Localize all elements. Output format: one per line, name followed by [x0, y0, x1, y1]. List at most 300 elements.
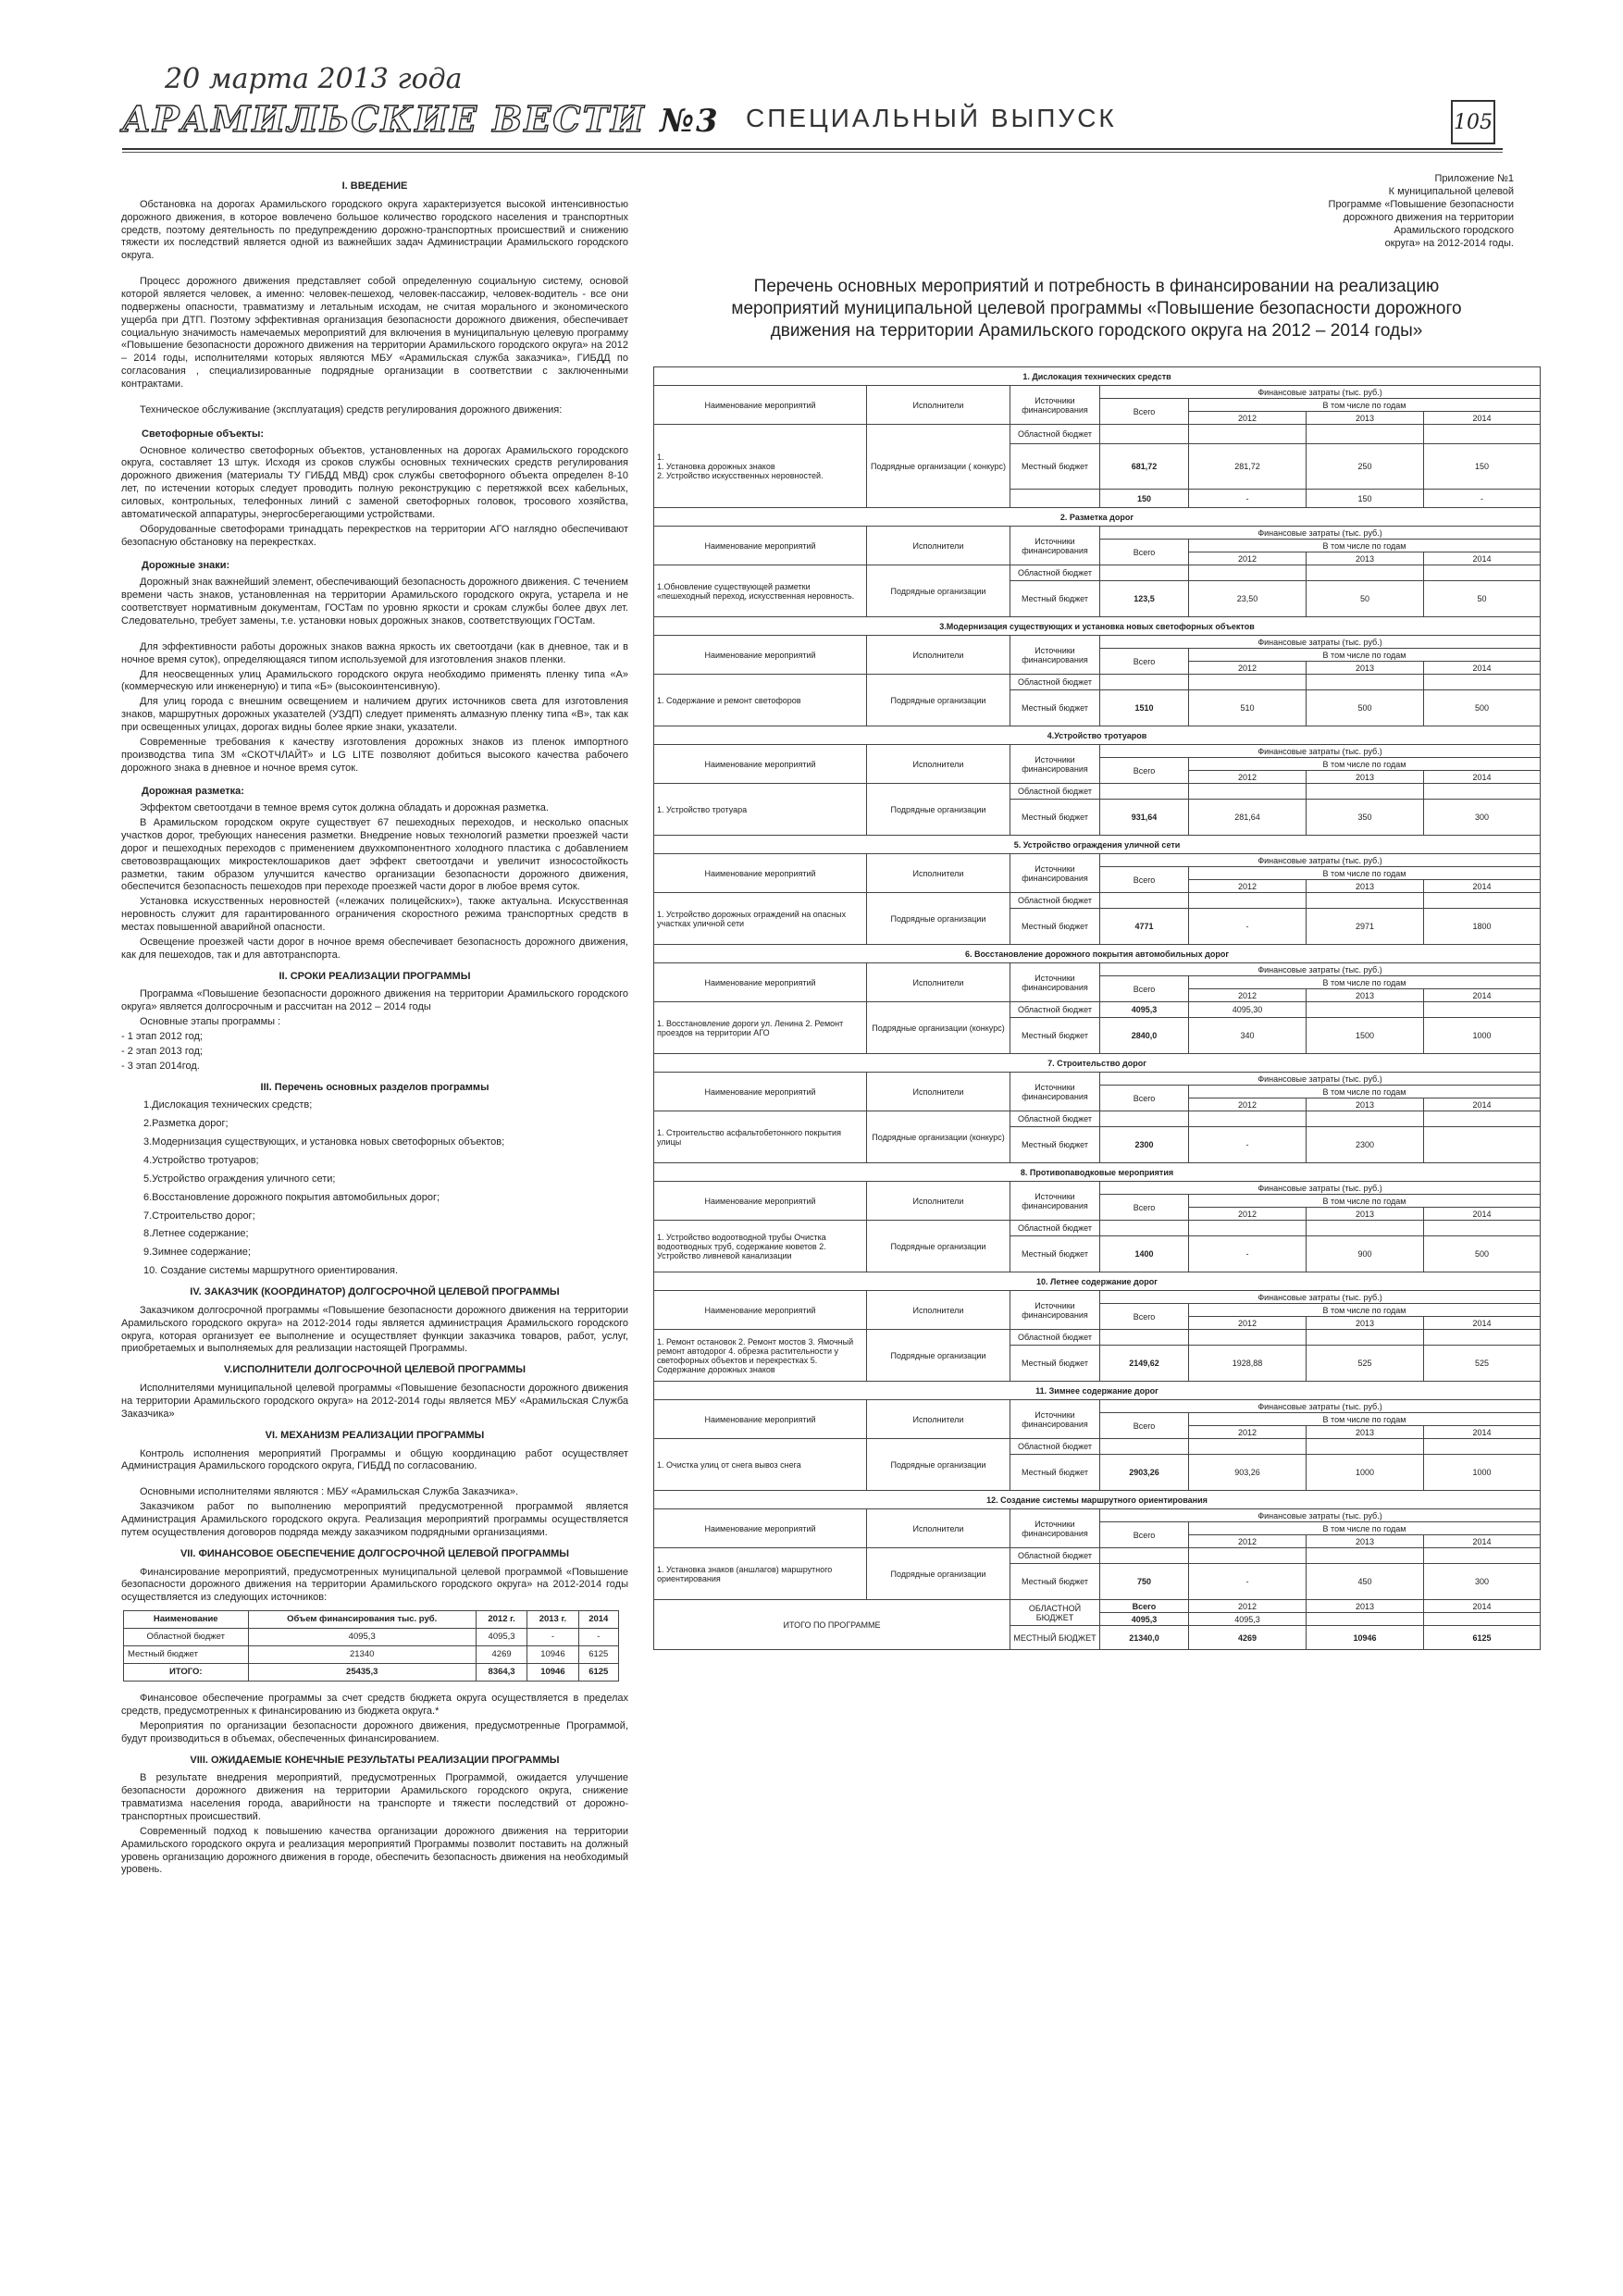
table-cell — [1189, 675, 1307, 689]
column-header: Наименование мероприятий — [654, 1509, 867, 1548]
section-title: 3.Модернизация существующих и установка новых светофорных объектов — [654, 617, 1541, 636]
table-cell: 1400 — [1100, 1235, 1189, 1272]
measure-line: 1. Содержание и ремонт светофоров — [657, 695, 801, 705]
table-cell: 250 — [1307, 443, 1424, 489]
column-header: 2012 — [1189, 1208, 1307, 1221]
section-title: 8. Противопаводковые мероприятия — [654, 1163, 1541, 1182]
column-header: Исполнители — [867, 386, 1010, 425]
paragraph: Для неосвещенных улиц Арамильского городского округа необходимо применять пленку типа «А» (коммерческую или инженерную) и типа «Б» (высокоинтенсивную). — [121, 668, 628, 693]
section-row — [654, 508, 1541, 527]
measure-line: 1. Строительство асфальтобетонного покрытия улицы — [657, 1127, 841, 1147]
column-header: Источники финансирования — [1010, 1291, 1100, 1330]
funding-source: Областной бюджет — [1010, 675, 1100, 689]
funding-source: Областной бюджет — [1010, 1221, 1100, 1235]
column-header: 2013 — [1307, 989, 1424, 1002]
column-header: В том числе по годам — [1189, 1522, 1541, 1535]
table-cell: 6125 — [578, 1646, 618, 1664]
table-cell — [1100, 784, 1189, 799]
column-header: 2013 — [1307, 771, 1424, 784]
column-header: Финансовые затраты (тыс. руб.) — [1100, 1509, 1541, 1522]
table-cell: 450 — [1307, 1563, 1424, 1600]
table-cell: 281,72 — [1189, 443, 1307, 489]
table-cell — [1424, 1548, 1541, 1563]
table-cell: - — [1424, 489, 1541, 507]
table-cell — [1189, 784, 1307, 799]
column-header: 2012 — [1189, 1535, 1307, 1548]
section-row — [654, 1382, 1541, 1400]
table-row — [654, 1330, 1541, 1345]
paragraph: Финансирование мероприятий, предусмотренных муниципальной целевой программой «Повышение безопасности дорожного движения на территории Арамильского городского округа» на 2012-2014 годы осуществляется из следующих источников: — [121, 1566, 628, 1604]
table-cell — [1307, 565, 1424, 580]
financing-table — [123, 1610, 619, 1682]
table-cell: 750 — [1100, 1563, 1189, 1600]
table-cell: 1928,88 — [1189, 1345, 1307, 1382]
column-header: Наименование мероприятий — [654, 1400, 867, 1439]
issue-date: 20 марта 2013 года — [165, 63, 463, 95]
column-header: Всего — [1100, 758, 1189, 784]
measure-line: 1. Устройство тротуара — [657, 804, 748, 814]
funding-source: Местный бюджет — [1010, 689, 1100, 726]
table-cell: 300 — [1424, 1563, 1541, 1600]
column-header: 2013 — [1307, 662, 1424, 675]
column-header: Исполнители — [867, 963, 1010, 1002]
appendix-note — [1319, 172, 1514, 250]
column-header: 2014 — [1424, 1317, 1541, 1330]
column-header: Исполнители — [867, 1400, 1010, 1439]
table-cell: 2300 — [1100, 1126, 1189, 1163]
table-cell — [1424, 1126, 1541, 1163]
list-item: 6.Восстановление дорожного покрытия автомобильных дорог; — [143, 1191, 440, 1203]
section-heading: IV. ЗАКАЗЧИК (КООРДИНАТОР) ДОЛГОСРОЧНОЙ ЦЕЛЕВОЙ ПРОГРАММЫ — [190, 1286, 560, 1298]
column-header: 2012 — [1189, 1098, 1307, 1111]
executor: Подрядные организации (конкурс) — [867, 1002, 1010, 1054]
table-cell — [1189, 565, 1307, 580]
table-cell: 4095,30 — [1189, 1002, 1307, 1017]
budget-table — [653, 366, 1541, 1650]
table-cell — [1100, 1548, 1189, 1563]
table-cell: 681,72 — [1100, 443, 1189, 489]
table-cell: 2300 — [1307, 1126, 1424, 1163]
paragraph: Дорожный знак важнейший элемент, обеспечивающий безопасность дорожного движения. С течением времени часть знаков, установленная на территории Арамильского городского округа, устарела и не соответствует нормативным документам, ГОСТам по уровню яркости и срокам службы более двух лет. Следовательно, требует замены, т.е. установки новых дорожных знаков, соответствующих ГОСТам. — [121, 577, 628, 627]
section-title: 1. Дислокация технических средств — [654, 367, 1541, 386]
column-header: В том числе по годам — [1189, 1195, 1541, 1208]
table-cell: 4095,3 — [1100, 1002, 1189, 1017]
list-item: 10. Создание системы маршрутного ориентирования. — [143, 1265, 399, 1277]
table-cell: 900 — [1307, 1235, 1424, 1272]
measure-line: 1. Ремонт остановок 2. Ремонт мостов 3. Ямочный ремонт автодорог 4. обрезка растительности у светофорных объектов и перекрестках 5. Содержание дорожных знаков — [657, 1336, 854, 1374]
table-cell — [1100, 1439, 1189, 1454]
column-header: Исполнители — [867, 636, 1010, 675]
right-column — [653, 172, 1540, 1650]
executor: Подрядные организации — [867, 565, 1010, 617]
column-header: Наименование мероприятий — [654, 1291, 867, 1330]
column-header: Источники финансирования — [1010, 1509, 1100, 1548]
column-header: 2014 — [1424, 1426, 1541, 1439]
table-cell — [1424, 1221, 1541, 1235]
table-header: 2012 г. — [476, 1611, 527, 1629]
appendix-line: Приложение №1 — [1434, 173, 1514, 184]
column-header: Источники финансирования — [1010, 854, 1100, 893]
executor: Подрядные организации — [867, 675, 1010, 726]
table-cell — [1307, 1613, 1424, 1626]
header-divider — [122, 148, 1503, 150]
newspaper-name: АРАМИЛЬСКИЕ ВЕСТИ — [122, 98, 646, 140]
funding-source: Местный бюджет — [1010, 908, 1100, 945]
table-cell: 2971 — [1307, 908, 1424, 945]
section-title: 4.Устройство тротуаров — [654, 726, 1541, 745]
list-item: 4.Устройство тротуаров; — [143, 1155, 259, 1166]
table-cell: 25435,3 — [248, 1664, 476, 1682]
funding-source: Областной бюджет — [1010, 1439, 1100, 1454]
column-header: Источники финансирования — [1010, 963, 1100, 1002]
appendix-line: К муниципальной целевой — [1388, 186, 1514, 198]
column-header: Источники финансирования — [1010, 527, 1100, 565]
table-cell: Всего — [1100, 1600, 1189, 1613]
list-item: - 3 этап 2014год. — [121, 1060, 200, 1072]
executor: Подрядные организации — [867, 1439, 1010, 1491]
column-header: В том числе по годам — [1189, 399, 1541, 412]
table-cell: 2014 — [1424, 1600, 1541, 1613]
table-cell: 21340 — [248, 1646, 476, 1664]
table-cell — [1100, 565, 1189, 580]
table-cell: 500 — [1307, 689, 1424, 726]
table-cell — [1424, 425, 1541, 443]
measure-name — [654, 425, 867, 508]
issue-number: №3 — [660, 103, 720, 140]
column-header: 2014 — [1424, 771, 1541, 784]
paragraph: Заказчиком долгосрочной программы «Повышение безопасности дорожного движения на территории Арамильского городского округа» на 2012-2014 годы является администрация Арамильского городского округа, которая организует ее выполнение и осуществляет функции заказчика товаров, работ, услуг, приобретаемых и выполняемых для реализации настоящей Программы. — [121, 1304, 628, 1355]
header-divider-thin — [122, 152, 1503, 153]
table-header-row — [654, 1509, 1541, 1522]
table-cell: 1000 — [1307, 1454, 1424, 1491]
paragraph: В результате внедрения мероприятий, предусмотренных Программой, ожидается улучшение безопасности дорожного движения на территории Арамильского городского округа, снижение травматизма населения города, аварийности на транспорте и тяжести последствий от дорожно- транспортных происшествий. — [121, 1772, 628, 1822]
column-header: Финансовые затраты (тыс. руб.) — [1100, 386, 1541, 399]
table-cell: 931,64 — [1100, 799, 1189, 836]
column-header: Наименование мероприятий — [654, 854, 867, 893]
table-cell — [1189, 1439, 1307, 1454]
column-header: В том числе по годам — [1189, 867, 1541, 880]
table-cell — [1424, 675, 1541, 689]
column-header: 2012 — [1189, 1317, 1307, 1330]
column-header: Финансовые затраты (тыс. руб.) — [1100, 963, 1541, 976]
section-row — [654, 1163, 1541, 1182]
funding-source: Местный бюджет — [1010, 1345, 1100, 1382]
funding-source: Областной бюджет — [1010, 1111, 1100, 1126]
table-row — [654, 784, 1541, 799]
column-header: В том числе по годам — [1189, 1086, 1541, 1098]
measure-line: 1. Очистка улиц от снега вывоз снега — [657, 1459, 801, 1470]
paragraph: Процесс дорожного движения представляет собой определенную социальную систему, основой которой является человек, а именно: человек-пешеход, человек-пассажир, человек-водитель - все они подвержены опасности, травматизму и летальным исходам, не считая морального и экономического ущерба при ДТП. Поэтому эффективная организация безопасности дорожного движения, обеспечивает социальную значимость намечаемых мероприятий для включения в муниципальную целевую программу «Повышение безопасности дорожного движения на территории Арамильского городского округа» на 2012 – 2014 годы, исполнителями которых являются МБУ «Арамильская служба заказчика», ГИБДД по согласования , специализированные подрядные организации в соответствии с заключенными контрактами. — [121, 276, 628, 391]
executor: Подрядные организации ( конкурс) — [867, 425, 1010, 508]
column-header: 2014 — [1424, 662, 1541, 675]
table-header-row — [654, 963, 1541, 976]
paragraph: Для улиц города с внешним освещением и наличием других источников света для изготовления знаков, маршрутных дорожных указателей (УЗДП) следует применять алмазную пленку типа «В», так как при освещенных улицах, дорогах видны более яркие знаки, указатели. — [121, 696, 628, 733]
measure-name — [654, 1111, 867, 1163]
table-cell — [1307, 1439, 1424, 1454]
column-header: Исполнители — [867, 1073, 1010, 1111]
column-header: Финансовые затраты (тыс. руб.) — [1100, 1073, 1541, 1086]
executor: Подрядные организации — [867, 1330, 1010, 1382]
column-header: 2012 — [1189, 412, 1307, 425]
measure-line: 1. Установка дорожных знаков — [657, 461, 775, 471]
funding-source: Местный бюджет — [1010, 443, 1100, 489]
section-row — [654, 836, 1541, 854]
column-header: Всего — [1100, 649, 1189, 675]
column-header: 2012 — [1189, 771, 1307, 784]
table-cell: 10946 — [527, 1646, 578, 1664]
list-item: 1.Дислокация технических средств; — [143, 1099, 313, 1111]
funding-source — [1010, 489, 1100, 507]
executor: Подрядные организации — [867, 893, 1010, 945]
totals-source: ОБЛАСТНОЙ БЮДЖЕТ — [1010, 1600, 1100, 1626]
paragraph: Освещение проезжей части дорог в ночное время обеспечивает безопасность дорожного движения, как для пешеходов, так и для автотранспорта. — [121, 936, 628, 961]
table-cell — [1307, 425, 1424, 443]
column-header: Всего — [1100, 1086, 1189, 1111]
column-header: Исполнители — [867, 1291, 1010, 1330]
table-cell: 500 — [1424, 1235, 1541, 1272]
table-row — [654, 1002, 1541, 1017]
measure-name — [654, 1548, 867, 1600]
table-cell — [1307, 1002, 1424, 1017]
column-header: 2014 — [1424, 1535, 1541, 1548]
column-header: Наименование мероприятий — [654, 1073, 867, 1111]
funding-source: Местный бюджет — [1010, 799, 1100, 836]
table-header-row — [654, 745, 1541, 758]
left-column — [121, 172, 628, 1879]
table-cell — [1424, 893, 1541, 908]
column-header: Финансовые затраты (тыс. руб.) — [1100, 1400, 1541, 1413]
list-item: - 2 этап 2013 год; — [121, 1045, 203, 1057]
table-cell: 50 — [1424, 580, 1541, 617]
column-header: Всего — [1100, 540, 1189, 565]
table-cell: 4095,3 — [476, 1629, 527, 1646]
column-header: 2012 — [1189, 880, 1307, 893]
table-cell — [1189, 425, 1307, 443]
section-title: 6. Восстановление дорожного покрытия автомобильных дорог — [654, 945, 1541, 963]
table-cell — [1307, 1548, 1424, 1563]
section-title: 10. Летнее содержание дорог — [654, 1272, 1541, 1291]
table-row — [654, 893, 1541, 908]
column-header: 2014 — [1424, 1208, 1541, 1221]
table-cell: 525 — [1424, 1345, 1541, 1382]
table-cell — [1307, 1330, 1424, 1345]
column-header: 2012 — [1189, 552, 1307, 565]
table-cell: 350 — [1307, 799, 1424, 836]
table-cell: 23,50 — [1189, 580, 1307, 617]
section-row — [654, 945, 1541, 963]
funding-source: Местный бюджет — [1010, 580, 1100, 617]
table-header-row — [654, 854, 1541, 867]
table-row — [654, 1548, 1541, 1563]
section-title: 11. Зимнее содержание дорог — [654, 1382, 1541, 1400]
section-row — [654, 726, 1541, 745]
table-row — [654, 425, 1541, 443]
table-cell — [1100, 675, 1189, 689]
funding-source: Областной бюджет — [1010, 1548, 1100, 1563]
table-cell — [1424, 1002, 1541, 1017]
table-cell — [1307, 675, 1424, 689]
table-cell: - — [1189, 908, 1307, 945]
column-header: Источники финансирования — [1010, 636, 1100, 675]
table-cell: 50 — [1307, 580, 1424, 617]
column-header: 2014 — [1424, 880, 1541, 893]
section-heading: I. ВВЕДЕНИЕ — [341, 180, 408, 192]
column-header: Финансовые затраты (тыс. руб.) — [1100, 745, 1541, 758]
column-header: 2014 — [1424, 1098, 1541, 1111]
paragraph: Современные требования к качеству изготовления дорожных знаков из пленок импортного производства типа 3М «СКОТЧЛАЙТ» и LG LITE позволяют добиться высокого качества рабочего дорожного знака в дневное и ночное время суток. — [121, 736, 628, 774]
measure-line: 1. Устройство дорожных ограждений на опасных участках уличной сети — [657, 909, 847, 928]
table-cell: 300 — [1424, 799, 1541, 836]
table-cell: 6125 — [1424, 1626, 1541, 1650]
column-header: Финансовые затраты (тыс. руб.) — [1100, 527, 1541, 540]
column-header: Исполнители — [867, 1509, 1010, 1548]
table-cell — [1424, 1613, 1541, 1626]
column-header: Источники финансирования — [1010, 745, 1100, 784]
column-header: 2014 — [1424, 552, 1541, 565]
column-header: 2014 — [1424, 989, 1541, 1002]
table-row — [654, 675, 1541, 689]
table-cell: 1000 — [1424, 1017, 1541, 1054]
list-item: 9.Зимнее содержание; — [143, 1247, 251, 1259]
appendix-line: Программе «Повышение безопасности — [1328, 199, 1514, 211]
measure-name — [654, 675, 867, 726]
table-cell — [1189, 1111, 1307, 1126]
table-cell: 4095,3 — [1189, 1613, 1307, 1626]
table-cell: 150 — [1307, 489, 1424, 507]
table-row — [124, 1664, 619, 1682]
table-cell — [1424, 1330, 1541, 1345]
totals-row — [654, 1600, 1541, 1613]
column-header: Всего — [1100, 1413, 1189, 1439]
document-title: Перечень основных мероприятий и потребность в финансировании на реализацию мероприятий муниципальной целевой программы «Повышение безопасности дорожного движения на территории Арамильского городского округа на 2012 – 2014 годы» — [731, 277, 1462, 341]
executor: Подрядные организации — [867, 1548, 1010, 1600]
table-header-row — [124, 1611, 619, 1629]
funding-source: Областной бюджет — [1010, 893, 1100, 908]
section-title: 12. Создание системы маршрутного ориентирования — [654, 1491, 1541, 1509]
section-title: 7. Строительство дорог — [654, 1054, 1541, 1073]
funding-source: Областной бюджет — [1010, 784, 1100, 799]
table-cell: Областной бюджет — [124, 1629, 249, 1646]
table-header-row — [654, 1073, 1541, 1086]
table-cell — [1424, 784, 1541, 799]
measure-name — [654, 1221, 867, 1272]
column-header: Источники финансирования — [1010, 386, 1100, 425]
table-cell — [1189, 893, 1307, 908]
measure-line: 2. Устройство искусственных неровностей. — [657, 470, 824, 480]
column-header: Исполнители — [867, 1182, 1010, 1221]
column-header: 2013 — [1307, 1426, 1424, 1439]
column-header: Финансовые затраты (тыс. руб.) — [1100, 1291, 1541, 1304]
table-cell: - — [1189, 1126, 1307, 1163]
table-cell: 4095,3 — [1100, 1613, 1189, 1626]
column-header: Всего — [1100, 867, 1189, 893]
table-header: 2013 г. — [527, 1611, 578, 1629]
table-cell: Местный бюджет — [124, 1646, 249, 1664]
paragraph: Финансовое обеспечение программы за счет средств бюджета округа осуществляется в пределах средств, предусмотренных к финансированию из бюджета округа.* — [121, 1693, 628, 1717]
table-cell: 150 — [1100, 489, 1189, 507]
table-header: Объем финансирования тыс. руб. — [248, 1611, 476, 1629]
table-row — [654, 565, 1541, 580]
table-header-row — [654, 1400, 1541, 1413]
table-cell: 1510 — [1100, 689, 1189, 726]
measure-name — [654, 565, 867, 617]
appendix-line: дорожного движения на территории — [1343, 212, 1514, 224]
column-header: Исполнители — [867, 527, 1010, 565]
table-cell — [1424, 565, 1541, 580]
paragraph: Техническое обслуживание (эксплуатация) средств регулирования дорожного движения: — [140, 403, 563, 416]
table-cell — [1100, 1330, 1189, 1345]
measure-name — [654, 784, 867, 836]
table-cell — [1100, 425, 1189, 443]
table-cell: 2013 — [1307, 1600, 1424, 1613]
section-row — [654, 367, 1541, 386]
column-header: Всего — [1100, 1522, 1189, 1548]
list-item: 3.Модернизация существующих, и установка новых светофорных объектов; — [143, 1136, 505, 1148]
paragraph: Основные этапы программы : — [140, 1016, 281, 1028]
paragraph: Современный подход к повышению качества организации дорожного движения на территории Арамильского городского округа и реализация мероприятий Программы позволит поставить на должный уровень организацию дорожного движения в городе, обеспечить безопасность движения на необходимый уровень. — [121, 1825, 628, 1876]
column-header: Всего — [1100, 1304, 1189, 1330]
column-header: Источники финансирования — [1010, 1073, 1100, 1111]
subheading: Светофорные объекты: — [142, 428, 265, 440]
table-cell — [1100, 1111, 1189, 1126]
table-header-row — [654, 1182, 1541, 1195]
issue-type: СПЕЦИАЛЬНЫЙ ВЫПУСК — [746, 104, 1117, 132]
column-header: 2014 — [1424, 412, 1541, 425]
table-row — [654, 1221, 1541, 1235]
table-cell — [1307, 893, 1424, 908]
table-header: Наименование — [124, 1611, 249, 1629]
column-header: Наименование мероприятий — [654, 527, 867, 565]
paragraph: Эффектом светоотдачи в темное время суток должна обладать и дорожная разметка. — [140, 802, 549, 814]
column-header: Финансовые затраты (тыс. руб.) — [1100, 636, 1541, 649]
table-cell: 281,64 — [1189, 799, 1307, 836]
newspaper-title — [122, 98, 720, 140]
table-cell: ИТОГО: — [124, 1664, 249, 1682]
measure-line: 1. Восстановление дороги ул. Ленина 2. Ремонт проездов на территории АГО — [657, 1018, 844, 1037]
table-cell: 903,26 — [1189, 1454, 1307, 1491]
table-cell: 525 — [1307, 1345, 1424, 1382]
column-header: Исполнители — [867, 854, 1010, 893]
list-item: 2.Разметка дорог; — [143, 1118, 229, 1130]
table-cell: 1500 — [1307, 1017, 1424, 1054]
column-header: Наименование мероприятий — [654, 1182, 867, 1221]
table-header-row — [654, 1291, 1541, 1304]
list-item: - 1 этап 2012 год; — [121, 1030, 203, 1042]
appendix-line: округа» на 2012-2014 годы. — [1384, 238, 1514, 250]
table-cell — [1424, 1439, 1541, 1454]
subheading: Дорожная разметка: — [142, 786, 244, 798]
funding-source: Местный бюджет — [1010, 1235, 1100, 1272]
section-row — [654, 1491, 1541, 1509]
paragraph: Для эффективности работы дорожных знаков важна яркость их светоотдачи (как в дневное, так и в ночное время суток), определяющаяся типом используемой для изготовления знаков пленки. — [121, 640, 628, 665]
column-header: 2013 — [1307, 1535, 1424, 1548]
column-header: В том числе по годам — [1189, 649, 1541, 662]
column-header: Финансовые затраты (тыс. руб.) — [1100, 854, 1541, 867]
paragraph: Программа «Повышение безопасности дорожного движения на территории Арамильского городского округа» является долгосрочным и рассчитан на 2012 – 2014 годы — [121, 988, 628, 1013]
column-header: В том числе по годам — [1189, 976, 1541, 989]
table-cell — [1189, 1548, 1307, 1563]
column-header: В том числе по годам — [1189, 758, 1541, 771]
table-cell: 4095,3 — [248, 1629, 476, 1646]
section-heading: VI. МЕХАНИЗМ РЕАЛИЗАЦИИ ПРОГРАММЫ — [265, 1429, 485, 1441]
section-heading: V.ИСПОЛНИТЕЛИ ДОЛГОСРОЧНОЙ ЦЕЛЕВОЙ ПРОГРАММЫ — [223, 1364, 526, 1376]
measure-name — [654, 1439, 867, 1491]
column-header: Всего — [1100, 1195, 1189, 1221]
column-header: Наименование мероприятий — [654, 386, 867, 425]
section-heading: II. СРОКИ РЕАЛИЗАЦИИ ПРОГРАММЫ — [279, 970, 471, 982]
column-header: 2012 — [1189, 662, 1307, 675]
table-cell — [1307, 784, 1424, 799]
